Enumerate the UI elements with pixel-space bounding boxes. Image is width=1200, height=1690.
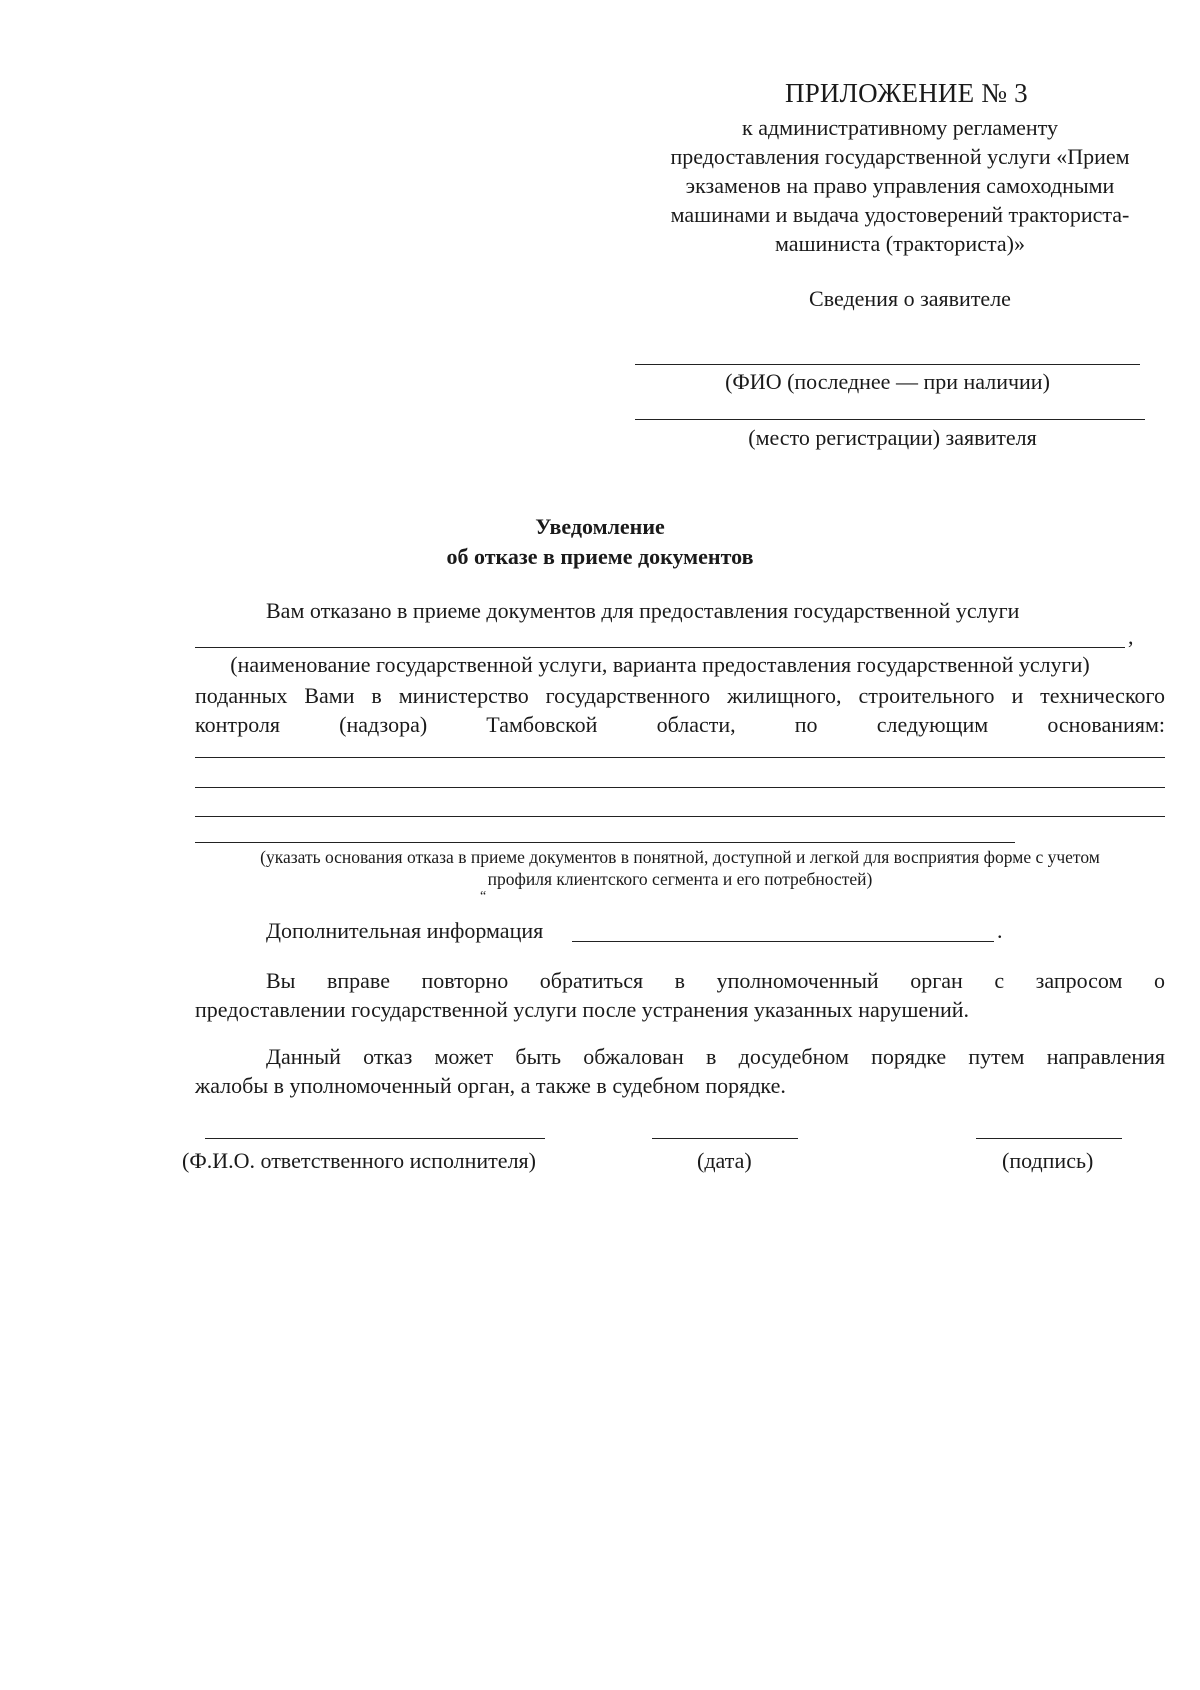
sign-caption: (подпись) xyxy=(1002,1148,1094,1173)
appendix-subtitle-line: машиниста (тракториста)» xyxy=(775,231,1025,256)
appendix-subtitle-line: к административному регламенту xyxy=(742,115,1058,140)
sign-line xyxy=(976,1138,1122,1139)
submitted-line-2: контроля (надзора) Тамбовской области, по следующим основаниям: xyxy=(195,712,1165,737)
service-name-line xyxy=(195,647,1125,648)
service-name-comma: , xyxy=(1128,624,1134,649)
notice-title-line: Уведомление xyxy=(535,514,665,539)
appendix-title: ПРИЛОЖЕНИЕ № 3 xyxy=(785,78,1028,108)
appendix-subtitle-line: экзаменов на право управления самоходными xyxy=(685,173,1115,198)
reasons-caption xyxy=(185,846,1175,890)
applicant-address-line xyxy=(635,419,1145,420)
applicant-name-line xyxy=(635,364,1140,365)
reasons-line xyxy=(195,787,1165,788)
date-line xyxy=(652,1138,798,1139)
reasons-line xyxy=(195,816,1165,817)
appendix-subtitle-line: машинами и выдача удостоверений тракториста- xyxy=(670,202,1130,227)
reasons-line xyxy=(195,842,1015,843)
executor-line xyxy=(205,1138,545,1139)
reapply-line-1: Вы вправе повторно обратиться в уполномоченный орган с запросом о xyxy=(266,968,1165,993)
additional-info-label: Дополнительная информация xyxy=(266,918,544,943)
reapply-line-2: предоставлении государственной услуги после устранения указанных нарушений. xyxy=(195,997,970,1022)
notice-title xyxy=(300,512,900,572)
appeal-line-1: Данный отказ может быть обжалован в досудебном порядке путем направления xyxy=(266,1044,1165,1069)
appendix-subtitle xyxy=(630,113,1170,258)
additional-info-line xyxy=(572,941,994,942)
executor-caption: (Ф.И.О. ответственного исполнителя) xyxy=(182,1148,536,1173)
reasons-caption-line: (указать основания отказа в приеме документов в понятной, доступной и легкой для восприятия форме с учетом xyxy=(260,847,1100,867)
refusal-intro: Вам отказано в приеме документов для предоставления государственной услуги xyxy=(266,598,1020,623)
applicant-address-caption: (место регистрации) заявителя xyxy=(748,425,1037,450)
submitted-line-1: поданных Вами в министерство государственного жилищного, строительного и технического xyxy=(195,683,1165,708)
notice-title-line: об отказе в приеме документов xyxy=(446,544,754,569)
additional-info-end: . xyxy=(997,918,1003,943)
service-caption: (наименование государственной услуги, варианта предоставления государственной услуги) xyxy=(230,652,1090,677)
date-caption: (дата) xyxy=(697,1148,752,1173)
stray-mark: “ xyxy=(480,889,487,904)
appendix-subtitle-line: предоставления государственной услуги «Прием xyxy=(670,144,1130,169)
applicant-name-caption: (ФИО (последнее — при наличии) xyxy=(725,369,1050,394)
reasons-line xyxy=(195,757,1165,758)
appeal-line-2: жалобы в уполномоченный орган, а также в судебном порядке. xyxy=(195,1073,786,1098)
applicant-heading: Сведения о заявителе xyxy=(809,286,1011,311)
reasons-caption-line: профиля клиентского сегмента и его потребностей) xyxy=(487,869,873,889)
